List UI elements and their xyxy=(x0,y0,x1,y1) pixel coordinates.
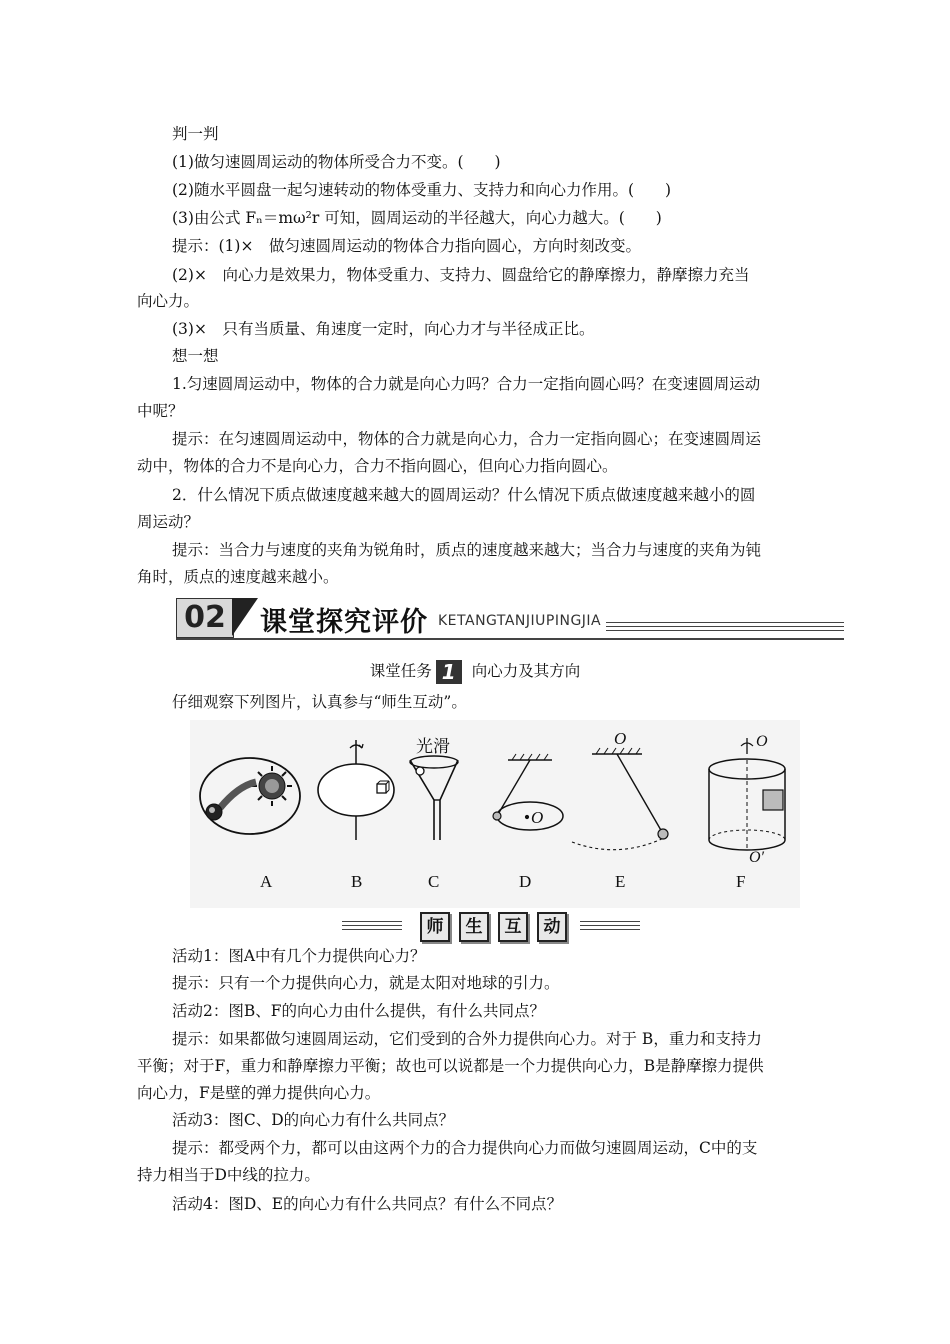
interaction-left-rules xyxy=(342,921,402,933)
task-title: 向心力及其方向 xyxy=(471,662,581,680)
interaction-right-rules xyxy=(580,921,640,933)
interaction-char-1: 师 xyxy=(420,912,450,942)
section-banner xyxy=(176,596,844,642)
judge-question-1: (1)做匀速圆周运动的物体所受合力不变。( ) xyxy=(172,153,501,171)
figure-label-a: A xyxy=(260,872,273,891)
figure-a-earth-orbit xyxy=(200,758,300,834)
banner-rule xyxy=(606,630,844,631)
figure-label-b: B xyxy=(351,872,363,891)
figure-b-rotating-disk xyxy=(318,740,394,840)
judge-hint-2-line-1: (2)× 向心力是效果力，物体受重力、支持力、圆盘给它的静摩擦力，静摩擦力充当 xyxy=(172,266,750,284)
smooth-label: 光滑 xyxy=(416,737,450,756)
activity-2-hint-line-1: 提示：如果都做匀速圆周运动，它们受到的合外力提供向心力。对于 B，重力和支持力 xyxy=(172,1030,762,1048)
think-question-2-line-1: 2．什么情况下质点做速度越来越大的圆周运动？什么情况下质点做速度越来越小的圆 xyxy=(172,486,756,504)
figure-e-pendulum xyxy=(572,729,668,850)
judge-heading: 判一判 xyxy=(172,125,219,143)
activity-1: 活动1：图A中有几个力提供向心力？ xyxy=(172,947,426,965)
banner-rule xyxy=(606,622,844,623)
figure-label-e: E xyxy=(615,872,626,891)
think-question-1-line-2: 中呢？ xyxy=(137,402,184,420)
section-banner-wedge xyxy=(232,598,258,636)
interaction-char-3: 互 xyxy=(498,912,528,942)
think-answer-2-line-2: 角时，质点的速度越来越小。 xyxy=(137,568,339,586)
figure-label-d: D xyxy=(519,872,532,891)
think-question-1-line-1: 1.匀速圆周运动中，物体的合力就是向心力吗？合力一定指向圆心吗？在变速圆周运动 xyxy=(172,375,761,393)
section-pinyin: KETANGTANJIUPINGJIA xyxy=(438,613,602,629)
activity-2: 活动2：图B、F的向心力由什么提供，有什么共同点？ xyxy=(172,1002,546,1020)
interaction-char-4: 动 xyxy=(537,912,567,942)
figure-d-conical-pendulum xyxy=(493,754,563,830)
task-number-badge: 1 xyxy=(436,660,462,684)
section-number-badge: 02 xyxy=(176,598,234,638)
f-o-prime-label: O′ xyxy=(749,849,765,866)
judge-hint-3: (3)× 只有当质量、角速度一定时，向心力才与半径成正比。 xyxy=(172,320,595,338)
judge-question-2: (2)随水平圆盘一起匀速转动的物体受重力、支持力和向心力作用。( ) xyxy=(172,181,672,199)
activity-2-hint-line-3: 向心力，F是壁的弹力提供向心力。 xyxy=(137,1084,381,1102)
banner-rule xyxy=(606,626,844,627)
motion-figure xyxy=(190,720,800,908)
activity-4: 活动4：图D、E的向心力有什么共同点？有什么不同点？ xyxy=(172,1195,563,1213)
judge-hint-1: 提示：(1)× 做匀速圆周运动的物体合力指向圆心，方向时刻改变。 xyxy=(172,237,641,255)
figure-labels xyxy=(260,872,745,891)
think-answer-1-line-1: 提示：在匀速圆周运动中，物体的合力就是向心力，合力一定指向圆心；在变速圆周运 xyxy=(172,430,762,448)
interaction-char-2: 生 xyxy=(459,912,489,942)
judge-hint-2-line-2: 向心力。 xyxy=(137,292,200,310)
intro-text: 仔细观察下列图片，认真参与“师生互动”。 xyxy=(172,693,467,711)
think-answer-1-line-2: 动中，物体的合力不是向心力，合力不指向圆心，但向心力指向圆心。 xyxy=(137,457,618,475)
motion-figure-svg xyxy=(190,720,800,908)
figure-f-rotating-cylinder xyxy=(709,733,785,866)
d-o-label: O xyxy=(531,808,544,827)
activity-3-hint-line-1: 提示：都受两个力，都可以由这两个力的合力提供向心力而做匀速圆周运动，C中的支 xyxy=(172,1139,758,1157)
figure-c-smooth-funnel xyxy=(410,737,458,840)
teacher-student-interaction-banner xyxy=(0,910,950,944)
banner-base-rule xyxy=(176,638,844,640)
judge-question-3: (3)由公式 Fₙ＝mω²r 可知，圆周运动的半径越大，向心力越大。( ) xyxy=(172,209,662,227)
activity-3: 活动3：图C、D的向心力有什么共同点？ xyxy=(172,1111,455,1129)
activity-2-hint-line-2: 平衡；对于F，重力和静摩擦力平衡；故也可以说都是一个力提供向心力，B是静摩擦力提供 xyxy=(137,1057,764,1075)
think-heading: 想一想 xyxy=(172,347,219,365)
figure-label-f: F xyxy=(736,872,746,891)
think-answer-2-line-1: 提示：当合力与速度的夹角为锐角时，质点的速度越来越大；当合力与速度的夹角为钝 xyxy=(172,541,762,559)
figure-label-c: C xyxy=(428,872,440,891)
task-prefix: 课堂任务 xyxy=(369,662,432,680)
e-o-label: O xyxy=(614,729,627,748)
section-title: 课堂探究评价 xyxy=(260,607,428,638)
f-o-label: O xyxy=(756,733,768,750)
task-heading xyxy=(0,658,950,684)
activity-3-hint-line-2: 持力相当于D中线的拉力。 xyxy=(137,1166,320,1184)
think-question-2-line-2: 周运动？ xyxy=(137,513,200,531)
activity-1-hint: 提示：只有一个力提供向心力，就是太阳对地球的引力。 xyxy=(172,974,560,992)
